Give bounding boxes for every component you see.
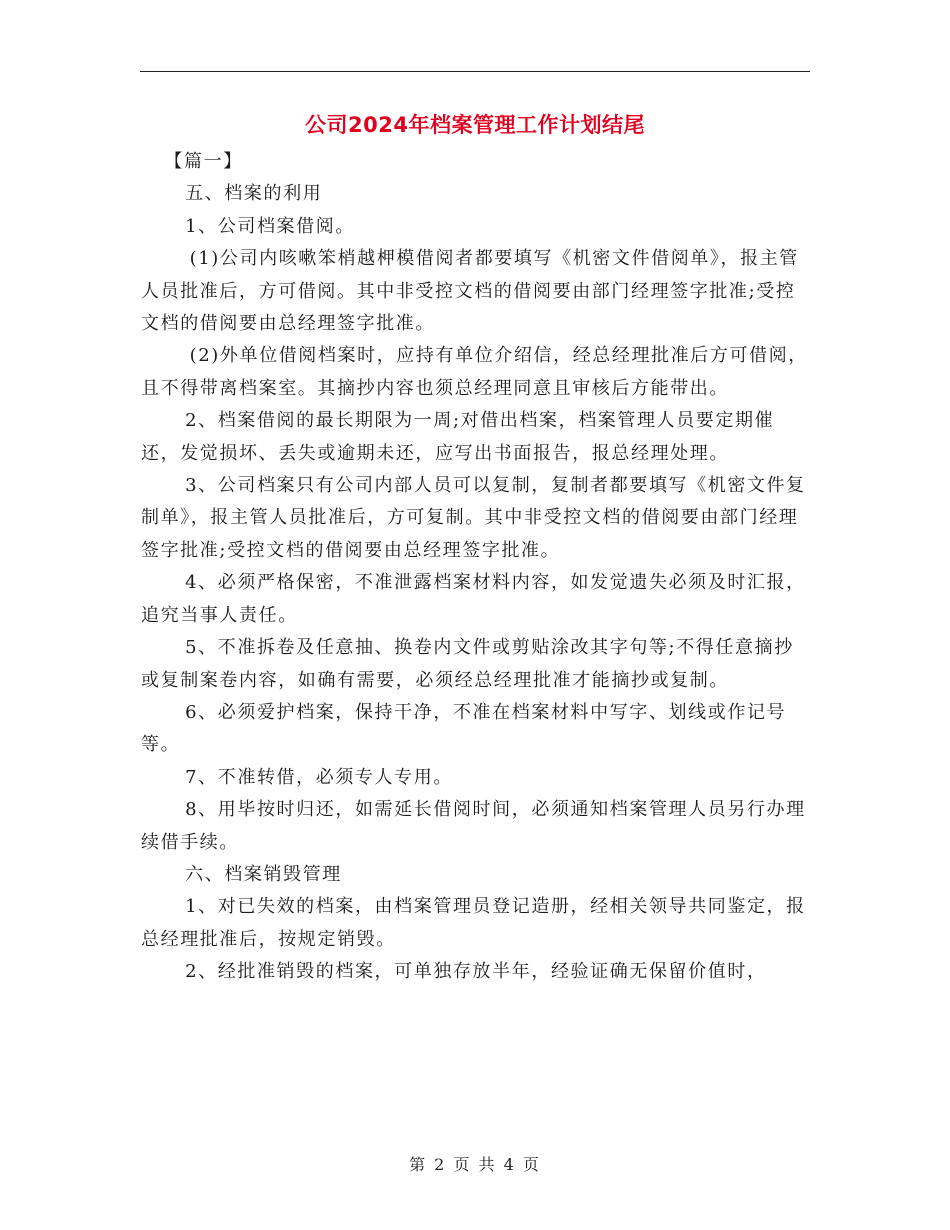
paragraph: 4、必须严格保密，不准泄露档案材料内容，如发觉遗失必须及时汇报，追究当事人责任。 <box>141 572 806 626</box>
paragraph: (1)公司内咳嗽笨梢越柙模借阅者都要填写《机密文件借阅单》，报主管人员批准后，方可借阅。其中非受控文档的借阅要由部门经理签字批准;受控文档的借阅要由总经理签字批准。 <box>141 248 799 335</box>
document-title: 公司2024年档案管理工作计划结尾 <box>305 113 645 137</box>
document-body <box>141 146 811 989</box>
paragraph: 1、对已失效的档案，由档案管理员登记造册，经相关领导共同鉴定，报总经理批准后，按规定销毁。 <box>141 896 806 950</box>
paragraph: 7、不准转借，必须专人专用。 <box>185 766 453 788</box>
section-marker: 【篇一】 <box>164 151 243 172</box>
paragraph: 2、经批准销毁的档案，可单独存放半年，经验证确无保留价值时， <box>185 961 767 983</box>
paragraph: 1、公司档案借阅。 <box>185 215 355 237</box>
paragraph: 8、用毕按时归还，如需延长借阅时间，必须通知档案管理人员另行办理续借手续。 <box>141 799 806 853</box>
paragraph: 5、不准拆卷及任意抽、换卷内文件或剪贴涂改其字句等;不得任意摘抄或复制案卷内容，如确有需要，必须经总经理批准才能摘抄或复制。 <box>141 637 794 691</box>
page-number: 第 2 页 共 4 页 <box>409 1155 541 1174</box>
paragraph: 3、公司档案只有公司内部人员可以复制，复制者都要填写《机密文件复制单》，报主管人员批准后，方可复制。其中非受控文档的借阅要由部门经理签字批准;受控文档的借阅要由总经理签字批准。 <box>141 475 806 561</box>
paragraph: 6、必须爱护档案，保持干净，不准在档案材料中写字、划线或作记号等。 <box>141 701 787 756</box>
section-heading: 五、档案的利用 <box>185 183 323 205</box>
paragraph: (2)外单位借阅档案时，应持有单位介绍信，经总经理批准后方可借阅，且不得带离档案室。其摘抄内容也须总经理同意且审核后方能带出。 <box>141 345 808 399</box>
header-rule <box>140 71 810 72</box>
section-heading: 六、档案销毁管理 <box>185 863 342 885</box>
paragraph: 2、档案借阅的最长期限为一周;对借出档案，档案管理人员要定期催还，发觉损坏、丢失或逾期未还，应写出书面报告，报总经理处理。 <box>141 410 775 464</box>
